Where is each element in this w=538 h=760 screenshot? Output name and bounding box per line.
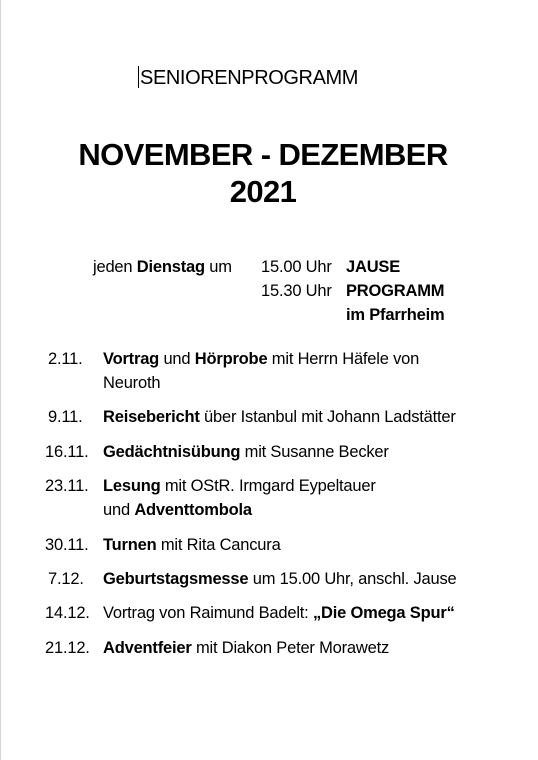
- event-date: 14.12.: [45, 604, 90, 622]
- event-date: 21.12.: [45, 639, 90, 657]
- event-description: Vortrag und Hörprobe mit Herrn Häfele von: [103, 350, 420, 368]
- event-description: Vortrag von Raimund Badelt: „Die Omega Spur“: [103, 604, 455, 622]
- schedule-day: Dienstag: [136, 258, 205, 276]
- event-description: Adventfeier mit Diakon Peter Morawetz: [103, 639, 390, 657]
- program-heading: [138, 66, 358, 90]
- schedule-label-location: im Pfarrheim: [346, 306, 445, 324]
- text-cursor: [138, 66, 139, 88]
- event-description: Turnen mit Rita Cancura: [103, 536, 281, 554]
- schedule-intro: jeden Dienstag um: [93, 258, 232, 276]
- event-date: 16.11.: [45, 443, 89, 461]
- event-date: 2.11.: [48, 350, 83, 368]
- event-description: Geburtstagsmesse um 15.00 Uhr, anschl. Jause: [103, 570, 457, 588]
- event-date: 7.12.: [48, 570, 84, 588]
- event-date: 9.11.: [48, 408, 83, 426]
- schedule-label-programm: PROGRAMM: [346, 282, 445, 300]
- event-description-line2: Neuroth: [103, 374, 161, 392]
- schedule-label-jause: JAUSE: [346, 258, 401, 276]
- program-heading-text: SENIORENPROGRAMM: [140, 67, 359, 89]
- title-year: 2021: [229, 174, 297, 209]
- event-description-line2: und Adventtombola: [103, 501, 252, 519]
- event-date: 30.11.: [45, 536, 89, 554]
- schedule-time-1: 15.00 Uhr: [261, 258, 332, 276]
- schedule-time-2: 15.30 Uhr: [261, 282, 332, 300]
- event-description: Gedächtnisübung mit Susanne Becker: [103, 443, 389, 461]
- event-date: 23.11.: [45, 477, 89, 495]
- title-months: NOVEMBER - DEZEMBER: [78, 137, 448, 172]
- event-description: Lesung mit OStR. Irmgard Eypeltauer: [103, 477, 376, 495]
- page-left-edge: [0, 0, 1, 760]
- event-description: Reisebericht über Istanbul mit Johann Ladstätter: [103, 408, 456, 426]
